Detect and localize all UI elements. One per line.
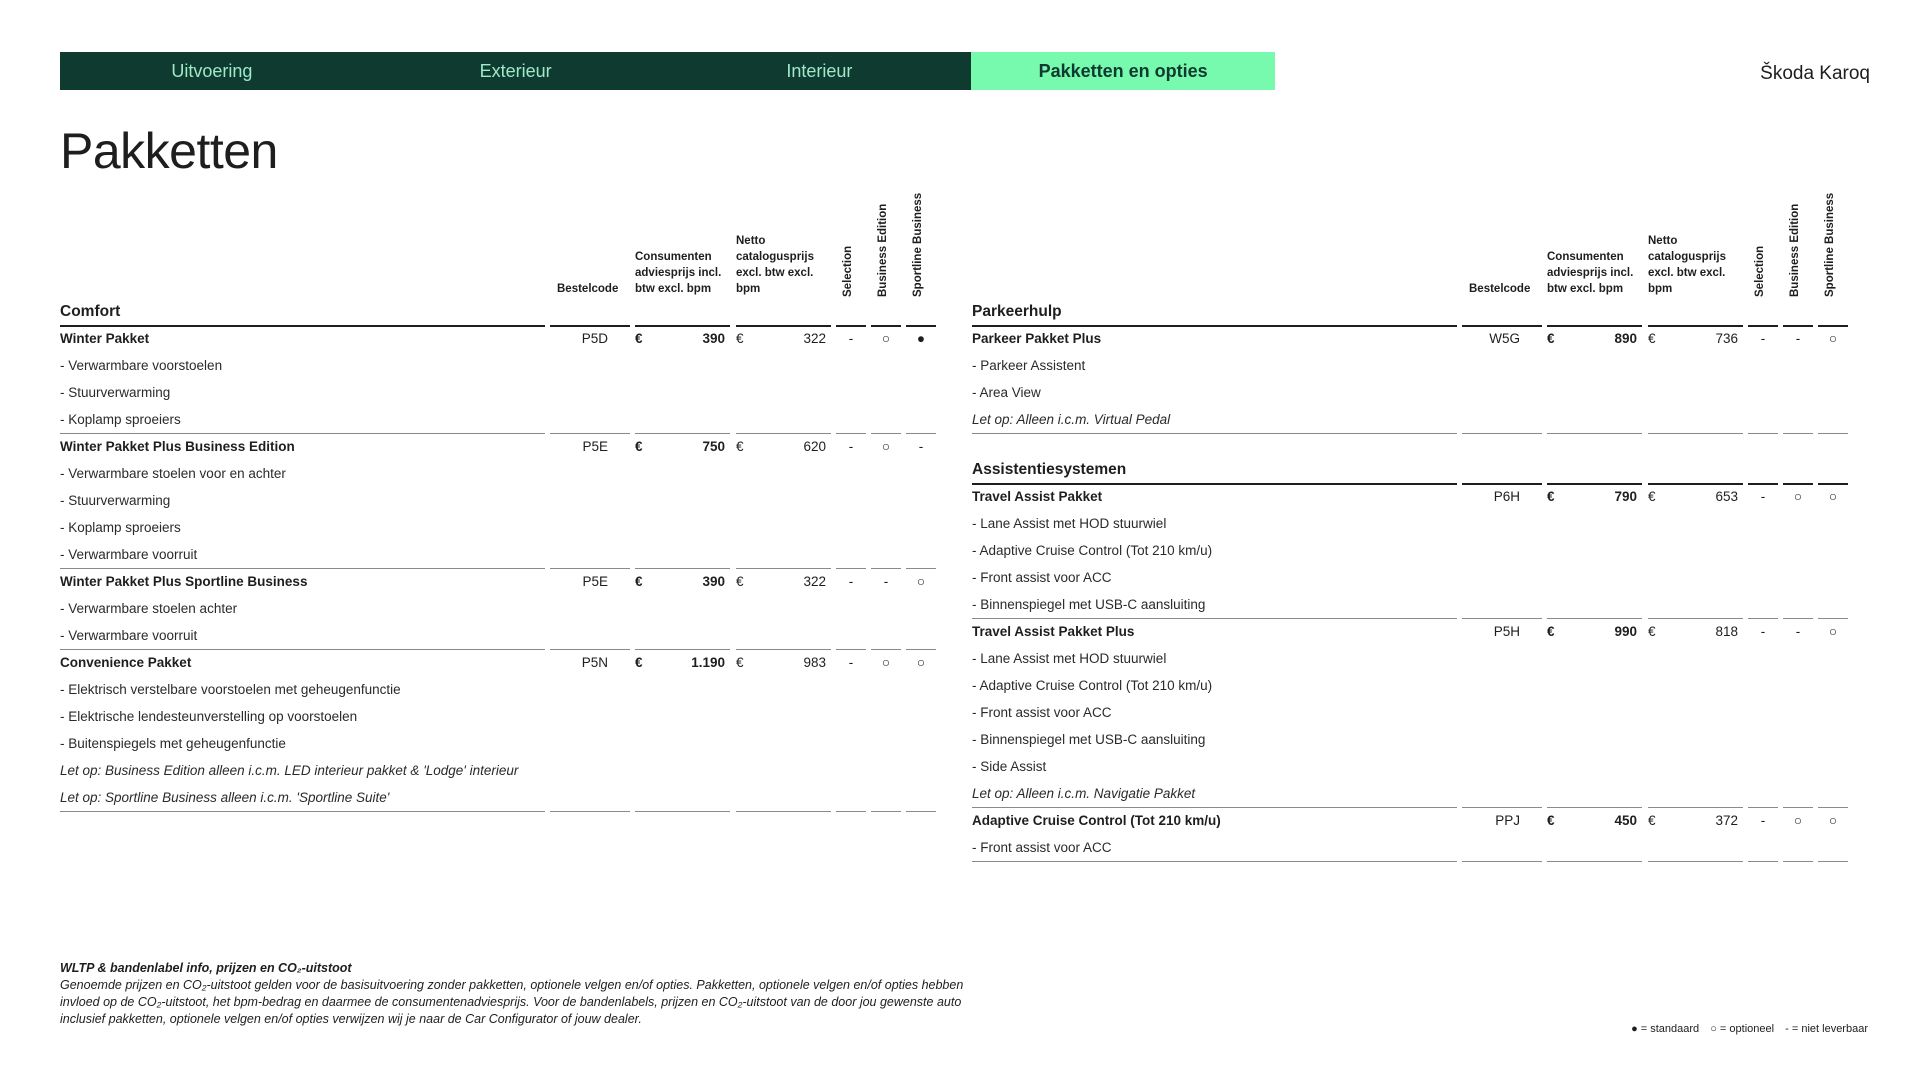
legend-standaard: ● = standaard — [1631, 1023, 1700, 1035]
legend-niet-leverbaar: - = niet leverbaar — [1785, 1023, 1868, 1035]
consumer-price: 990 — [1614, 624, 1637, 639]
availability-selection: - — [1760, 489, 1766, 504]
rule-segment — [1748, 433, 1778, 434]
feature-label: - Koplamp sproeiers — [60, 520, 181, 535]
feature-label: - Verwarmbare voorruit — [60, 547, 198, 562]
package-name: Convenience Pakket — [60, 655, 192, 670]
rule-segment — [972, 861, 1457, 862]
rule-segment — [1462, 433, 1542, 434]
note-item — [972, 780, 1848, 807]
net-price: 372 — [1715, 813, 1738, 828]
feature-item — [60, 352, 936, 379]
rule-segment — [736, 811, 831, 812]
feature-item — [972, 726, 1848, 753]
consumer-price: 790 — [1614, 489, 1637, 504]
feature-item — [972, 834, 1848, 861]
feature-label: - Binnenspiegel met USB-C aansluiting — [972, 597, 1206, 612]
package-row — [60, 325, 936, 352]
currency-symbol: € — [736, 655, 744, 670]
currency-symbol: € — [1648, 624, 1656, 639]
feature-item — [972, 510, 1848, 537]
column-headers — [972, 185, 1848, 297]
feature-label: - Koplamp sproeiers — [60, 412, 181, 427]
package-name: Travel Assist Pakket Plus — [972, 624, 1135, 639]
currency-symbol: € — [736, 439, 744, 454]
feature-item — [60, 487, 936, 514]
rule-segment — [1547, 861, 1642, 862]
order-code: PPJ — [1495, 813, 1520, 828]
package-row — [60, 433, 936, 460]
availability-business-edition: - — [1795, 331, 1801, 346]
tab-uitvoering[interactable]: Uitvoering — [60, 52, 364, 90]
feature-label: - Adaptive Cruise Control (Tot 210 km/u) — [972, 678, 1213, 693]
availability-legend — [1623, 1023, 1868, 1035]
feature-label: - Binnenspiegel met USB-C aansluiting — [972, 732, 1206, 747]
package-name: Winter Pakket Plus Business Edition — [60, 439, 295, 454]
currency-symbol: € — [635, 331, 643, 346]
availability-selection: - — [848, 439, 854, 454]
feature-item — [972, 537, 1848, 564]
net-price: 322 — [803, 331, 826, 346]
net-price: 736 — [1715, 331, 1738, 346]
currency-symbol: € — [1648, 813, 1656, 828]
net-price: 818 — [1715, 624, 1738, 639]
legend-optioneel: ○ = optioneel — [1710, 1023, 1775, 1035]
note-item — [972, 406, 1848, 433]
currency-symbol: € — [1547, 813, 1555, 828]
section-title-comfort: Comfort — [60, 303, 121, 320]
feature-item — [60, 514, 936, 541]
net-price: 653 — [1715, 489, 1738, 504]
consumer-price: 450 — [1614, 813, 1637, 828]
currency-symbol: € — [635, 655, 643, 670]
currency-symbol: € — [736, 331, 744, 346]
currency-symbol: € — [1648, 331, 1656, 346]
header-sportline-business-label: Sportline Business — [912, 192, 924, 297]
feature-item — [972, 672, 1848, 699]
availability-business-edition: ○ — [881, 655, 891, 670]
header-bestelcode: Bestelcode — [557, 283, 619, 295]
header-business-edition-label: Business Edition — [1789, 203, 1801, 297]
wltp-title: WLTP & bandenlabel info, prijzen en CO₂-uitstoot — [60, 961, 352, 975]
currency-symbol: € — [1648, 489, 1656, 504]
note-label: Let op: Alleen i.c.m. Navigatie Pakket — [972, 786, 1196, 801]
availability-business-edition: ○ — [1793, 813, 1803, 828]
availability-selection: - — [848, 655, 854, 670]
feature-item — [972, 591, 1848, 618]
availability-business-edition: - — [1795, 624, 1801, 639]
consumer-price: 890 — [1614, 331, 1637, 346]
availability-sportline-business: ○ — [916, 655, 926, 670]
availability-selection: - — [848, 331, 854, 346]
feature-label: - Area View — [972, 385, 1041, 400]
availability-sportline-business: - — [918, 439, 924, 454]
feature-label: - Buitenspiegels met geheugenfunctie — [60, 736, 286, 751]
feature-item — [972, 352, 1848, 379]
rule-segment — [635, 811, 730, 812]
rule-segment — [60, 811, 545, 812]
order-code: P6H — [1493, 489, 1520, 504]
order-code: P5N — [581, 655, 608, 670]
header-sportline-business — [908, 185, 928, 297]
rule-segment — [1818, 433, 1848, 434]
package-name: Winter Pakket Plus Sportline Business — [60, 574, 308, 589]
package-row — [60, 649, 936, 676]
package-row — [972, 483, 1848, 510]
page-title: Pakketten — [60, 123, 278, 179]
order-code: P5E — [582, 574, 608, 589]
feature-item — [60, 379, 936, 406]
feature-label: - Verwarmbare voorstoelen — [60, 358, 223, 373]
rule-segment — [550, 811, 630, 812]
wltp-info — [60, 960, 965, 1028]
package-row — [972, 325, 1848, 352]
package-row — [972, 618, 1848, 645]
note-label: Let op: Alleen i.c.m. Virtual Pedal — [972, 412, 1171, 427]
currency-symbol: € — [1547, 489, 1555, 504]
note-label: Let op: Business Edition alleen i.c.m. LED interieur pakket & 'Lodge' interieur — [60, 763, 519, 778]
header-consumentenadviesprijs: Consumenten adviesprijs incl. btw excl. bpm — [1547, 251, 1634, 295]
availability-sportline-business: ○ — [1828, 331, 1838, 346]
availability-business-edition: - — [883, 574, 889, 589]
rule-segment — [1648, 861, 1743, 862]
feature-label: - Parkeer Assistent — [972, 358, 1086, 373]
header-selection-label: Selection — [1754, 245, 1766, 297]
header-business-edition — [1785, 185, 1805, 297]
section-spacer — [972, 433, 1848, 455]
feature-item — [972, 379, 1848, 406]
feature-label: - Verwarmbare stoelen achter — [60, 601, 238, 616]
rule-segment — [871, 811, 901, 812]
feature-label: - Front assist voor ACC — [972, 570, 1112, 585]
feature-label: - Stuurverwarming — [60, 493, 171, 508]
section-title: Parkeerhulp — [972, 303, 1062, 320]
net-price: 983 — [803, 655, 826, 670]
feature-label: - Verwarmbare voorruit — [60, 628, 198, 643]
availability-business-edition: ○ — [1793, 489, 1803, 504]
rule-segment — [1783, 861, 1813, 862]
currency-symbol: € — [635, 574, 643, 589]
currency-symbol: € — [1547, 331, 1555, 346]
header-consumentenadviesprijs: Consumenten adviesprijs incl. btw excl. bpm — [635, 251, 722, 295]
rule-segment — [1818, 861, 1848, 862]
feature-item — [972, 699, 1848, 726]
currency-symbol: € — [635, 439, 643, 454]
availability-selection: - — [1760, 624, 1766, 639]
feature-label: - Elektrisch verstelbare voorstoelen met geheugenfunctie — [60, 682, 401, 697]
feature-label: - Side Assist — [972, 759, 1047, 774]
package-row — [972, 807, 1848, 834]
order-code: P5H — [1493, 624, 1520, 639]
feature-label: - Front assist voor ACC — [972, 705, 1112, 720]
column-headers — [60, 185, 936, 297]
header-sportline-business-label: Sportline Business — [1824, 192, 1836, 297]
feature-item — [60, 730, 936, 757]
currency-symbol: € — [1547, 624, 1555, 639]
rule-segment — [906, 811, 936, 812]
wltp-text: Genoemde prijzen en CO₂-uitstoot gelden voor de basisuitvoering zonder pakketten, optionele velgen en/of opties. Pakketten, optionele velgen en/of opties hebben invloed op de CO₂-uitstoot, het bpm-bedrag en daarmee de consumentenadviesprijs. Voor de bandenlabels, prijzen en CO₂-uitstoot van de door jou gewenste auto inclusief pakketten, optionele velgen en/of opties verwijzen wij je naar de Car Configurator of jouw dealer. — [60, 978, 964, 1026]
package-name: Parkeer Pakket Plus — [972, 331, 1102, 346]
net-price: 322 — [803, 574, 826, 589]
package-name: Travel Assist Pakket — [972, 489, 1103, 504]
consumer-price: 390 — [702, 331, 725, 346]
feature-item — [972, 645, 1848, 672]
header-bestelcode: Bestelcode — [1469, 283, 1531, 295]
order-code: P5E — [582, 439, 608, 454]
tab-exterieur[interactable]: Exterieur — [364, 52, 668, 90]
rule-segment — [836, 811, 866, 812]
feature-label: - Lane Assist met HOD stuurwiel — [972, 651, 1167, 666]
order-code: P5D — [581, 331, 608, 346]
availability-sportline-business: ○ — [1828, 489, 1838, 504]
header-sportline-business — [1820, 185, 1840, 297]
header-selection — [1750, 185, 1770, 297]
tab-pakketten-en-opties[interactable]: Pakketten en opties — [971, 52, 1275, 90]
availability-sportline-business: ○ — [1828, 813, 1838, 828]
header-selection — [838, 185, 858, 297]
consumer-price: 1.190 — [691, 655, 725, 670]
availability-business-edition: ○ — [881, 439, 891, 454]
feature-item — [60, 703, 936, 730]
availability-selection: - — [848, 574, 854, 589]
feature-item — [60, 460, 936, 487]
feature-label: - Elektrische lendesteunverstelling op voorstoelen — [60, 709, 358, 724]
note-item — [60, 784, 936, 811]
brand-model-label: Škoda Karoq — [1760, 63, 1870, 84]
availability-sportline-business: ○ — [916, 574, 926, 589]
availability-selection: - — [1760, 813, 1766, 828]
section-title: Assistentiesystemen — [972, 461, 1127, 478]
feature-item — [60, 406, 936, 433]
rule-segment — [972, 433, 1457, 434]
rule-segment — [1547, 433, 1642, 434]
feature-item — [60, 595, 936, 622]
availability-sportline-business: ○ — [1828, 624, 1838, 639]
order-code: W5G — [1489, 331, 1520, 346]
feature-item — [60, 676, 936, 703]
feature-item — [972, 564, 1848, 591]
feature-item — [60, 541, 936, 568]
feature-label: - Front assist voor ACC — [972, 840, 1112, 855]
consumer-price: 750 — [702, 439, 725, 454]
rule-segment — [1783, 433, 1813, 434]
assistance-table — [972, 185, 1848, 861]
currency-symbol: € — [736, 574, 744, 589]
feature-label: - Lane Assist met HOD stuurwiel — [972, 516, 1167, 531]
availability-sportline-business: ● — [916, 331, 926, 346]
package-row — [60, 568, 936, 595]
availability-selection: - — [1760, 331, 1766, 346]
header-selection-label: Selection — [842, 245, 854, 297]
note-item — [60, 757, 936, 784]
rule-segment — [1462, 861, 1542, 862]
package-name: Winter Pakket — [60, 331, 150, 346]
consumer-price: 390 — [702, 574, 725, 589]
header-netto-catalogusprijs: Netto catalogusprijs excl. btw excl. bpm — [736, 235, 814, 295]
feature-item — [972, 753, 1848, 780]
header-netto-catalogusprijs: Netto catalogusprijs excl. btw excl. bpm — [1648, 235, 1726, 295]
note-label: Let op: Sportline Business alleen i.c.m. 'Sportline Suite' — [60, 790, 390, 805]
feature-label: - Adaptive Cruise Control (Tot 210 km/u) — [972, 543, 1213, 558]
availability-business-edition: ○ — [881, 331, 891, 346]
feature-item — [60, 622, 936, 649]
feature-label: - Verwarmbare stoelen voor en achter — [60, 466, 286, 481]
header-business-edition-label: Business Edition — [877, 203, 889, 297]
rule-segment — [1748, 861, 1778, 862]
net-price: 620 — [803, 439, 826, 454]
tab-interieur[interactable]: Interieur — [668, 52, 972, 90]
package-name: Adaptive Cruise Control (Tot 210 km/u) — [972, 813, 1221, 828]
header-business-edition — [873, 185, 893, 297]
rule-segment — [1648, 433, 1743, 434]
comfort-table — [60, 185, 936, 811]
top-navigation — [60, 52, 1275, 90]
feature-label: - Stuurverwarming — [60, 385, 171, 400]
